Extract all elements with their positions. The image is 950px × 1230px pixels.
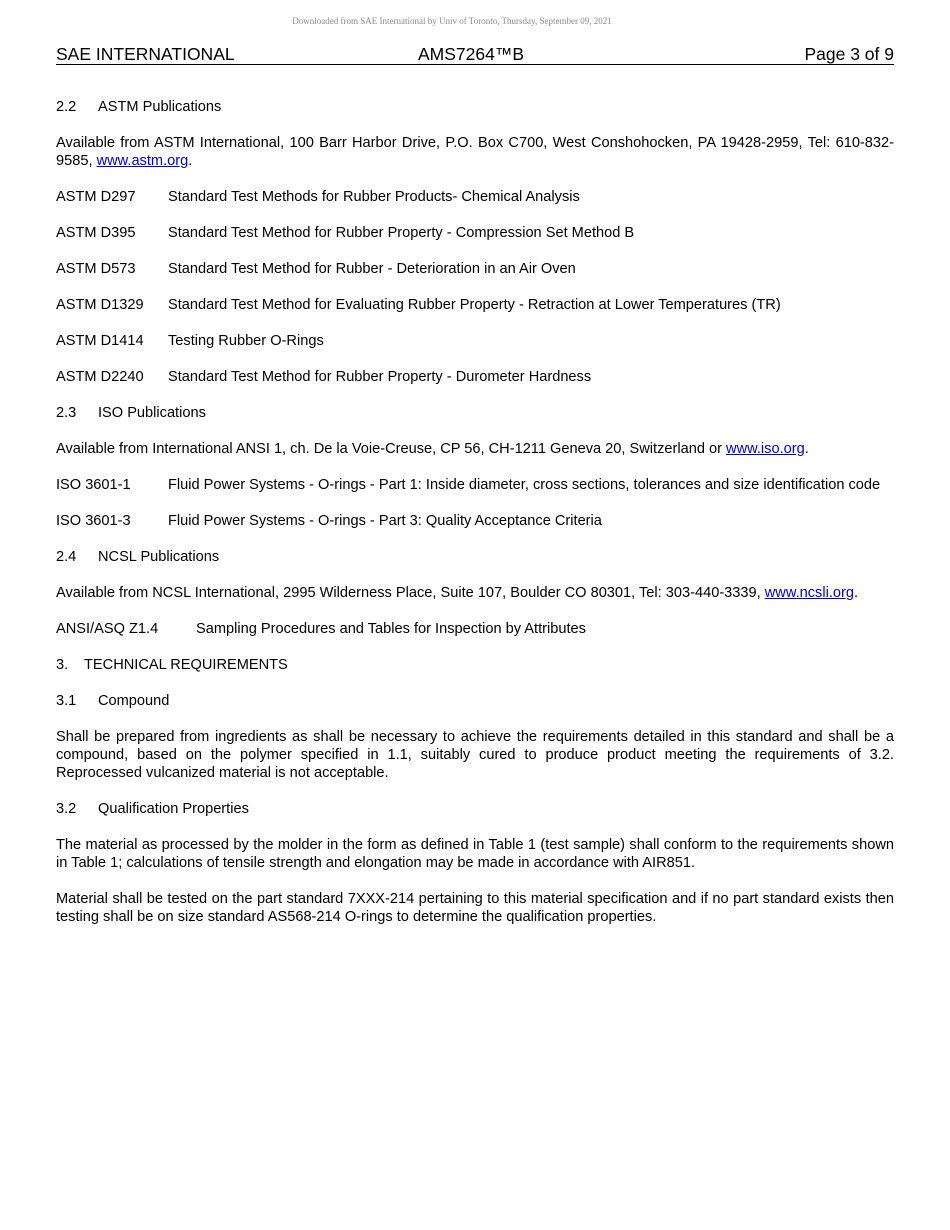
period-text: . — [804, 441, 809, 457]
reference-title: Fluid Power Systems - O-rings - Part 3: Quality Acceptance Criteria — [168, 513, 602, 529]
reference-code: ASTM D2240 — [56, 369, 144, 385]
iso-availability-paragraph — [56, 440, 894, 458]
section-number: 3. — [56, 657, 69, 673]
iso-address-text: Available from International ANSI 1, ch. De la Voie-Creuse, CP 56, CH-1211 Geneva 20, Switzerland or — [56, 441, 727, 457]
download-watermark: Downloaded from SAE International by Univ of Toronto, Thursday, September 09, 2021 — [292, 16, 612, 26]
period-text: . — [853, 585, 859, 601]
header-document-number: AMS7264™B — [418, 44, 525, 64]
reference-code: ASTM D1329 — [56, 297, 144, 313]
header-page-number: Page 3 of 9 — [804, 44, 894, 64]
reference-astm-d1414 — [56, 332, 894, 350]
reference-code: ISO 3601-1 — [56, 477, 131, 493]
reference-code: ASTM D395 — [56, 225, 136, 241]
section-number: 2.3 — [56, 405, 77, 421]
section-heading-3 — [56, 656, 894, 674]
astm-website-link[interactable]: www.astm.org — [96, 153, 189, 169]
qualification-paragraph-1: The material as processed by the molder in the form as defined in Table 1 (test sample) shall conform to the requirements shown in Table 1; calculations of tensile strength and elongation may be made in accordance with AIR851. — [56, 837, 894, 871]
section-number: 2.4 — [56, 549, 77, 565]
section-number: 2.2 — [56, 99, 77, 115]
section-heading-2-4 — [56, 548, 894, 566]
reference-code: ASTM D297 — [56, 189, 136, 205]
header-organization: SAE INTERNATIONAL — [56, 44, 235, 64]
section-heading-2-3 — [56, 404, 894, 422]
qualification-paragraph-2: Material shall be tested on the part standard 7XXX-214 pertaining to this material specification and if no part standard exists then testing shall be on size standard AS568-214 O-rings to determine the qualification properties. — [56, 891, 894, 925]
iso-website-link[interactable]: www.iso.org — [726, 441, 805, 457]
reference-title: Standard Test Method for Rubber Property - Compression Set Method B — [168, 225, 635, 241]
section-title: ISO Publications — [98, 405, 206, 421]
reference-code: ASTM D573 — [56, 261, 136, 277]
reference-code: ANSI/ASQ Z1.4 — [56, 621, 159, 637]
period-text: . — [188, 153, 193, 169]
reference-title: Standard Test Method for Rubber - Deterioration in an Air Oven — [168, 261, 576, 277]
reference-astm-d297 — [56, 188, 894, 206]
document-body — [56, 98, 894, 926]
ncsl-availability-paragraph — [56, 584, 894, 602]
reference-title: Sampling Procedures and Tables for Inspection by Attributes — [196, 621, 586, 637]
section-title: Compound — [98, 693, 170, 709]
section-title: TECHNICAL REQUIREMENTS — [84, 657, 288, 673]
section-title: NCSL Publications — [98, 549, 220, 565]
reference-iso-3601-1 — [56, 476, 894, 494]
page-header — [56, 44, 894, 65]
reference-title: Standard Test Methods for Rubber Products- Chemical Analysis — [168, 189, 580, 205]
section-heading-2-2 — [56, 98, 894, 116]
section-title: Qualification Properties — [98, 801, 249, 817]
reference-astm-d2240 — [56, 368, 894, 386]
compound-paragraph: Shall be prepared from ingredients as shall be necessary to achieve the requirements detailed in this standard and shall be a compound, based on the polymer specified in 1.1, suitably cured to produce product meeting the requirements of 3.2. Reprocessed vulcanized material is not acceptable. — [56, 729, 894, 781]
section-number: 3.1 — [56, 693, 77, 709]
reference-astm-d395 — [56, 224, 894, 242]
reference-astm-d1329 — [56, 296, 894, 314]
reference-ansi-asq-z1-4 — [56, 620, 894, 638]
section-heading-3-1 — [56, 692, 894, 710]
section-heading-3-2 — [56, 800, 894, 818]
reference-code: ASTM D1414 — [56, 333, 144, 349]
reference-iso-3601-3 — [56, 512, 894, 530]
reference-title: Standard Test Method for Evaluating Rubber Property - Retraction at Lower Temperatures (TR) — [168, 297, 781, 313]
reference-title: Fluid Power Systems - O-rings - Part 1: Inside diameter, cross sections, tolerances and size identification code — [168, 477, 881, 493]
section-number: 3.2 — [56, 801, 77, 817]
section-title: ASTM Publications — [98, 99, 222, 115]
reference-title: Testing Rubber O-Rings — [168, 333, 324, 349]
ncsl-website-link[interactable]: www.ncsli.org — [764, 585, 854, 601]
reference-code: ISO 3601-3 — [56, 513, 131, 529]
reference-astm-d573 — [56, 260, 894, 278]
astm-availability-paragraph — [56, 134, 894, 170]
ncsl-address-text: Available from NCSL International, 2995 Wilderness Place, Suite 107, Boulder CO 80301, Tel: 303-440-3339, — [56, 585, 765, 601]
reference-title: Standard Test Method for Rubber Property - Durometer Hardness — [168, 369, 592, 385]
astm-address-text: Available from ASTM International, 100 Barr Harbor Drive, P.O. Box C700, West Conshohocken, PA 19428-2959, Tel: 610-832-9585, — [56, 135, 894, 169]
